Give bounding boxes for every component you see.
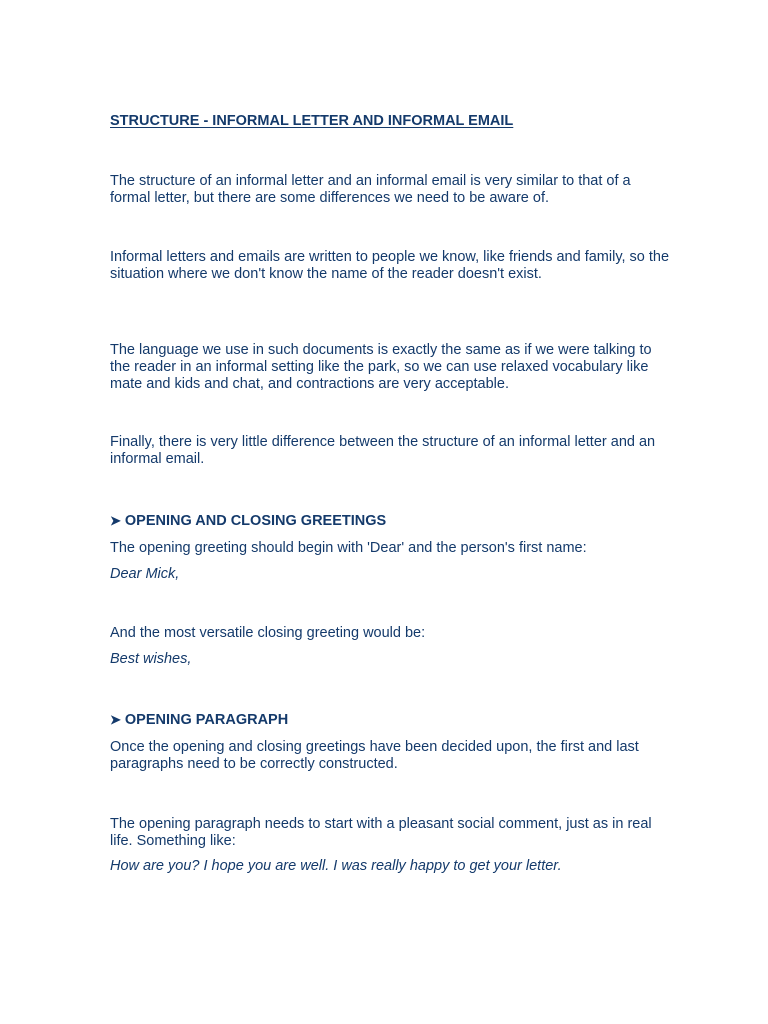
section-heading-opening-paragraph — [110, 712, 288, 728]
intro-paragraph-3: The language we use in such documents is exactly the same as if we were talking to the reader in an informal setting like the park, so we can use relaxed vocabulary like mate and kids and chat, and contractions are very acceptable. — [110, 342, 652, 392]
opening-paragraph-text-1: Once the opening and closing greetings have been decided upon, the first and last paragraphs need to be correctly constructed. — [110, 739, 639, 772]
greeting-closing-example: Best wishes, — [110, 651, 192, 667]
section-heading-opening-paragraph-label: OPENING PARAGRAPH — [124, 712, 289, 728]
intro-paragraph-1: The structure of an informal letter and an informal email is very similar to that of a formal letter, but there are some differences we need to be aware of. — [110, 173, 631, 206]
intro-paragraph-2: Informal letters and emails are written to people we know, like friends and family, so the situation where we don't know the name of the reader doesn't exist. — [110, 249, 670, 282]
document-title: STRUCTURE - INFORMAL LETTER AND INFORMAL EMAIL — [110, 113, 514, 129]
section-heading-greetings — [110, 513, 386, 529]
arrow-bullet-icon: ➤ — [110, 513, 121, 528]
intro-paragraph-4: Finally, there is very little difference between the structure of an informal letter and an informal email. — [110, 434, 656, 467]
arrow-bullet-icon: ➤ — [110, 712, 121, 727]
greeting-opening-example: Dear Mick, — [110, 566, 180, 582]
opening-paragraph-example: How are you? I hope you are well. I was really happy to get your letter. — [110, 858, 562, 874]
greeting-closing-text: And the most versatile closing greeting would be: — [110, 625, 426, 641]
opening-paragraph-text-2: The opening paragraph needs to start with a pleasant social comment, just as in real life. Something like: — [110, 816, 652, 849]
greeting-opening-text: The opening greeting should begin with 'Dear' and the person's first name: — [110, 540, 587, 556]
section-heading-greetings-label: OPENING AND CLOSING GREETINGS — [124, 513, 387, 529]
